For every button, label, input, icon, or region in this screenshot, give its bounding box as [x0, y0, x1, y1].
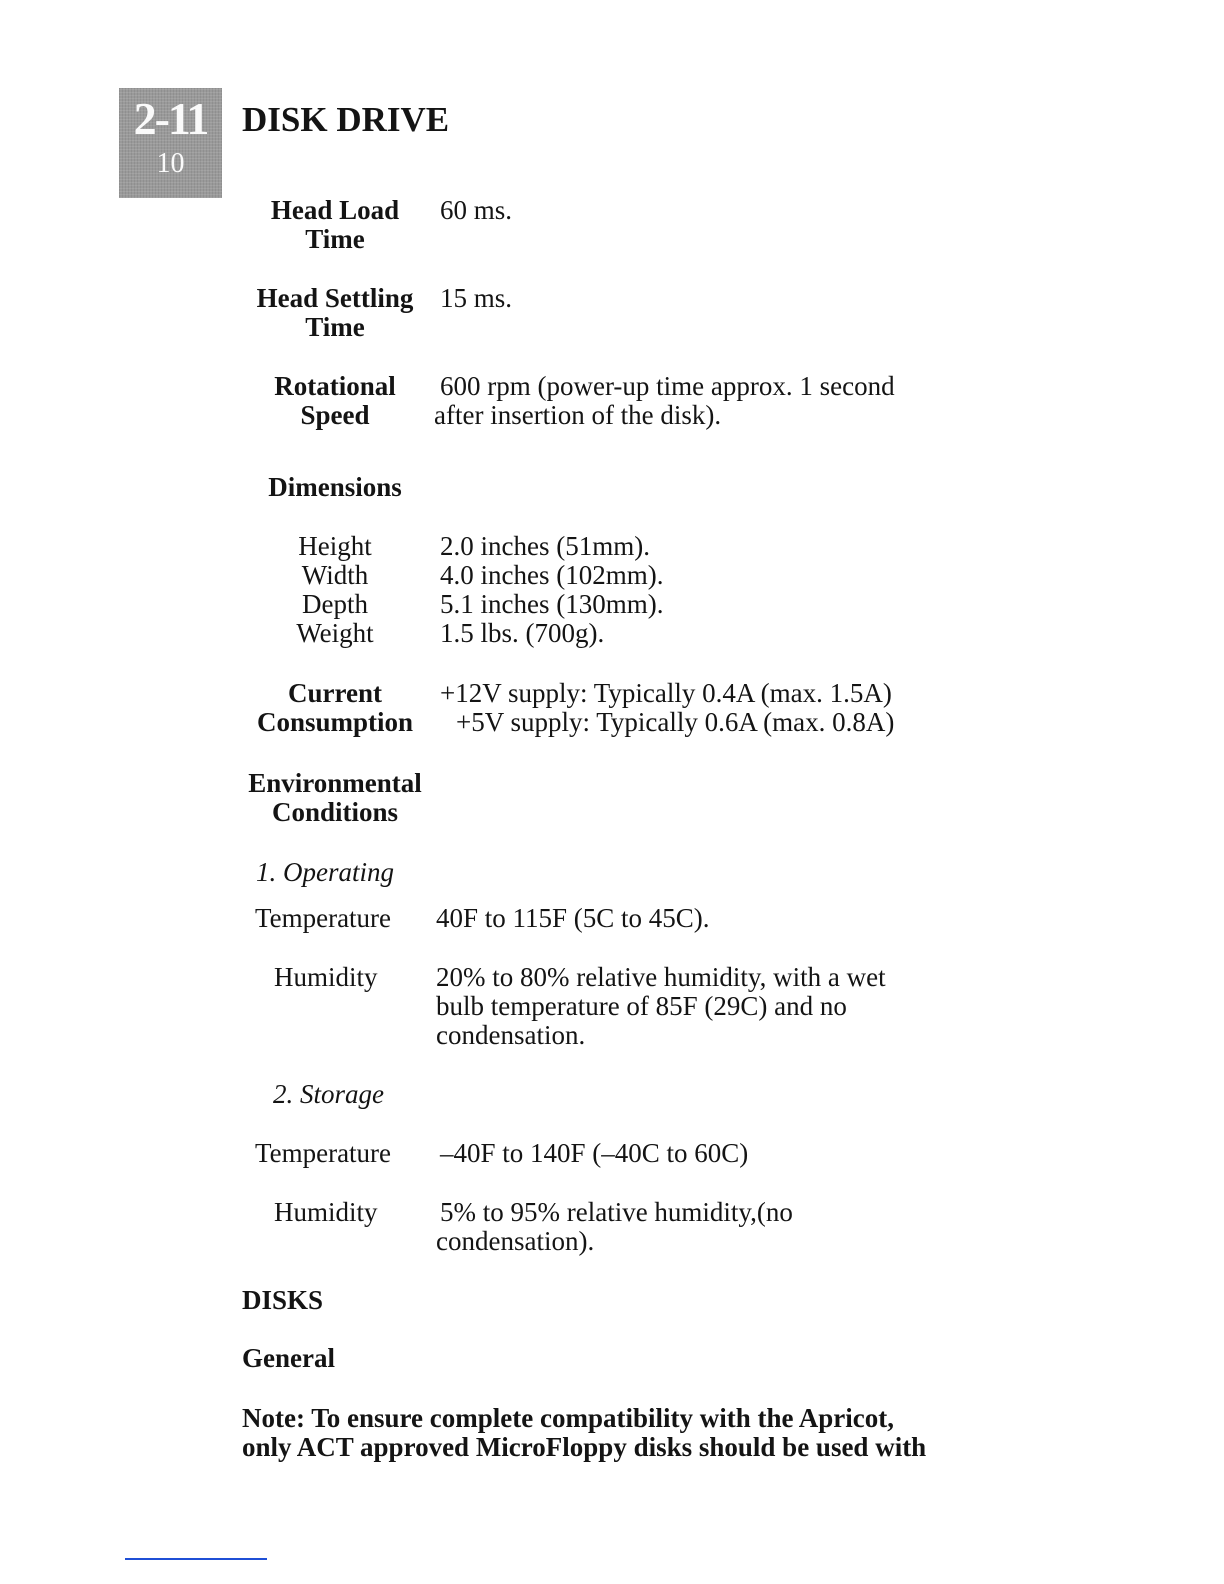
environmental-title: Environmental Conditions [248, 768, 422, 827]
head-settling-value: 15 ms. [440, 283, 513, 313]
current-consumption-value: +12V supply: Typically 0.4A (max. 1.5A) +5V supply: Typically 0.6A (max. 0.8A) [440, 678, 895, 737]
footer-rule [125, 1558, 267, 1560]
section-number: 2-11 [133, 93, 208, 144]
dimension-value-width: 4.0 inches (102mm). [440, 560, 664, 590]
current-consumption-label: Current Consumption [256, 678, 414, 737]
page-heading: DISK DRIVE [242, 100, 450, 139]
general-subheading: General [242, 1343, 335, 1373]
dimension-label-height: Height [298, 531, 372, 561]
head-settling-label: Head Settling Time [256, 283, 414, 342]
storage-temperature-label: Temperature [255, 1138, 392, 1168]
head-load-label: Head Load Time [270, 195, 400, 254]
operating-title: 1. Operating [256, 857, 394, 887]
operating-temperature-value: 40F to 115F (5C to 45C). [436, 903, 710, 933]
dimension-label-weight: Weight [296, 618, 374, 648]
dimension-value-depth: 5.1 inches (130mm). [440, 589, 664, 619]
dimension-label-depth: Depth [302, 589, 368, 619]
operating-temperature-label: Temperature [255, 903, 392, 933]
rotational-speed-value: 600 rpm (power-up time approx. 1 second after insertion of the disk). [434, 371, 895, 430]
dimension-label-width: Width [301, 560, 369, 590]
storage-title: 2. Storage [273, 1079, 384, 1109]
dimension-value-height: 2.0 inches (51mm). [440, 531, 650, 561]
compatibility-note: Note: To ensure complete compatibility with the Apricot, only ACT approved MicroFloppy disks should be used with [242, 1403, 927, 1462]
rotational-speed-label: Rotational Speed [274, 371, 396, 430]
dimensions-title: Dimensions [268, 472, 402, 502]
storage-humidity-label: Humidity [274, 1197, 378, 1227]
dimension-value-weight: 1.5 lbs. (700g). [440, 618, 605, 648]
section-tab [119, 88, 222, 198]
storage-humidity-value: 5% to 95% relative humidity,(no condensation). [436, 1197, 793, 1256]
disks-heading: DISKS [242, 1285, 324, 1315]
head-load-value: 60 ms. [440, 195, 513, 225]
operating-humidity-label: Humidity [274, 962, 378, 992]
storage-temperature-value: –40F to 140F (–40C to 60C) [440, 1138, 749, 1168]
operating-humidity-value: 20% to 80% relative humidity, with a wet bulb temperature of 85F (29C) and no condensation. [436, 962, 886, 1050]
subsection-number: 10 [156, 148, 185, 179]
